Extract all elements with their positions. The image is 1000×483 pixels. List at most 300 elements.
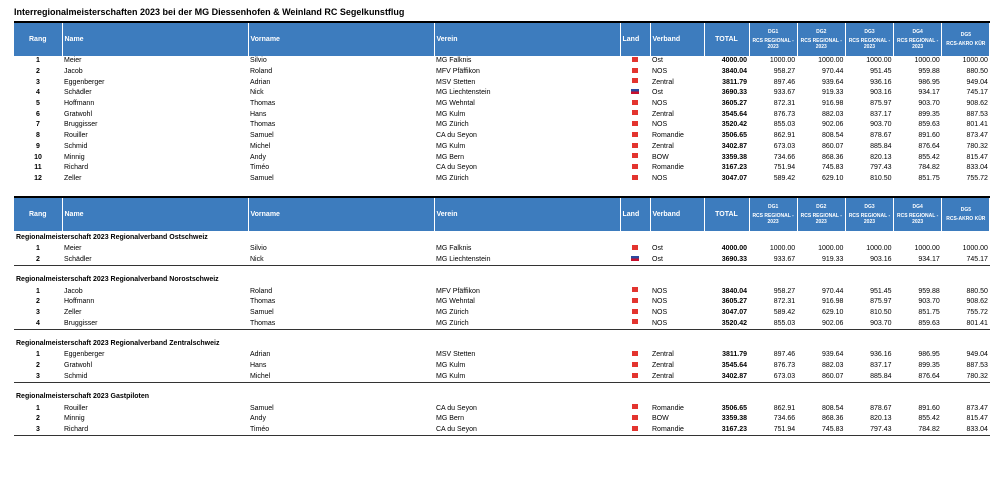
dg3-cell: 936.16 <box>870 351 892 359</box>
dg1-cell: 734.66 <box>773 415 796 423</box>
rang-cell: 11 <box>34 164 42 172</box>
dg1-cell: 876.73 <box>773 110 796 118</box>
dg2-cell: 902.06 <box>821 319 844 327</box>
swiss-flag-icon <box>632 373 638 378</box>
total-cell: 3840.04 <box>721 68 747 76</box>
swiss-flag-icon <box>632 132 638 137</box>
header-dg3: DG3 RCS REGIONAL - 2023 <box>845 22 893 56</box>
table-row <box>14 372 990 383</box>
verband-cell: Ost <box>652 89 663 97</box>
verein-cell: MG Kulm <box>436 362 466 370</box>
dg2-cell: 629.10 <box>821 309 844 317</box>
table-row <box>14 308 990 319</box>
divider-cell <box>14 330 990 338</box>
table-row <box>14 318 990 329</box>
dg3-cell: 875.97 <box>870 298 892 306</box>
dg2-cell: 882.03 <box>821 362 844 370</box>
dg3-cell: 837.17 <box>870 362 892 370</box>
vorname-cell: Timéo <box>248 425 434 436</box>
section-title-row <box>14 231 990 244</box>
dg5-cell: 880.50 <box>966 68 988 76</box>
header-dg1: DG1 RCS REGIONAL - 2023 <box>749 22 797 56</box>
dg3-cell: 885.84 <box>870 372 892 380</box>
rang-cell: 3 <box>36 309 40 317</box>
liechtenstein-flag-icon <box>631 256 639 261</box>
section-title: Regionalmeisterschaft 2023 Regionalverband Norostschweiz <box>16 275 219 283</box>
land-cell <box>620 286 650 297</box>
land-cell <box>620 297 650 308</box>
swiss-flag-icon <box>632 362 638 367</box>
rang-cell: 4 <box>36 89 40 97</box>
verband-cell: NOS <box>652 298 668 306</box>
name-cell: Hoffmann <box>64 100 95 108</box>
total-cell: 3690.33 <box>721 89 747 97</box>
verband-cell: NOS <box>652 174 668 182</box>
dg1-cell: 872.31 <box>773 100 796 108</box>
rang-cell: 2 <box>36 68 40 76</box>
verband-cell: BOW <box>652 415 669 423</box>
section-title-row <box>14 337 990 350</box>
total-cell: 3520.42 <box>721 319 747 327</box>
header-verein: Verein <box>434 197 620 231</box>
swiss-flag-icon <box>632 426 638 431</box>
dg1-cell: 589.42 <box>773 309 796 317</box>
dg2-cell: 808.54 <box>821 404 844 412</box>
verband-cell: Zentral <box>652 78 674 86</box>
overall-body <box>14 56 990 184</box>
dg4-cell: 876.64 <box>918 142 940 150</box>
land-cell <box>620 244 650 255</box>
dg4-cell: 899.35 <box>918 362 940 370</box>
verein-cell: MG Falknis <box>436 245 472 253</box>
land-cell <box>620 425 650 436</box>
dg1-cell: 855.03 <box>773 319 796 327</box>
section-divider <box>14 330 990 338</box>
name-cell: Schädler <box>64 256 92 264</box>
dg4-cell: 959.88 <box>918 287 940 295</box>
section-title: Regionalmeisterschaft 2023 Regionalverband Ostschweiz <box>16 233 208 241</box>
page-title: Interregionalmeisterschaften 2023 bei der MG Diessenhofen & Weinland RC Segelkunstflug <box>14 7 405 17</box>
rang-cell: 9 <box>36 142 40 150</box>
name-cell: Jacob <box>64 68 83 76</box>
dg1-cell: 872.31 <box>773 298 796 306</box>
swiss-flag-icon <box>632 143 638 148</box>
land-cell <box>620 142 650 153</box>
dg3-cell: 820.13 <box>870 153 892 161</box>
vorname-cell: Thomas <box>250 100 276 108</box>
verband-cell: NOS <box>652 100 668 108</box>
dg4-cell: 986.95 <box>918 78 940 86</box>
swiss-flag-icon <box>632 164 638 169</box>
vorname-cell: Hans <box>250 110 267 118</box>
dg5-cell: 908.62 <box>966 298 988 306</box>
verein-cell: MG Falknis <box>436 57 472 65</box>
dg1-cell: 958.27 <box>773 68 796 76</box>
dg3-cell: 903.70 <box>870 319 892 327</box>
land-cell <box>620 372 650 383</box>
rang-cell: 1 <box>36 245 40 253</box>
dg4-cell: 876.64 <box>918 372 940 380</box>
land-cell <box>620 109 650 120</box>
rang-cell: 3 <box>36 78 40 86</box>
verein-cell: MG Bern <box>436 415 465 423</box>
dg2-cell: 970.44 <box>821 287 844 295</box>
total-cell: 4000.00 <box>721 57 747 65</box>
land-cell <box>620 350 650 361</box>
table-row <box>14 109 990 120</box>
table-row <box>14 350 990 361</box>
dg3-cell: 903.16 <box>870 256 892 264</box>
dg4-cell: 855.42 <box>918 153 940 161</box>
dg3-cell: 936.16 <box>870 78 892 86</box>
dg5-cell: 1000.00 <box>962 245 988 253</box>
verein-cell: CA du Seyon <box>434 425 620 436</box>
verein-cell: MG Wehntal <box>436 298 475 306</box>
verband-cell: BOW <box>652 153 669 161</box>
dg1-cell: 933.67 <box>773 89 796 97</box>
vorname-cell: Michel <box>250 372 271 380</box>
rang-cell: 5 <box>36 100 40 108</box>
verein-cell: MG Kulm <box>436 142 466 150</box>
verband-cell: Zentral <box>652 372 674 380</box>
table-row <box>14 403 990 414</box>
swiss-flag-icon <box>632 100 638 105</box>
table-row <box>14 361 990 372</box>
dg3-cell: 878.67 <box>870 132 892 140</box>
dg2-cell: 1000.00 <box>818 57 844 65</box>
table-row <box>14 67 990 78</box>
header-name: Name <box>62 22 248 56</box>
vorname-cell: Samuel <box>250 404 274 412</box>
dg2-cell: 939.64 <box>821 351 844 359</box>
dg2-cell: 882.03 <box>821 110 844 118</box>
name-cell: Hoffmann <box>64 298 95 306</box>
land-cell <box>620 77 650 88</box>
total-cell: 3506.65 <box>721 132 747 140</box>
land-cell <box>620 152 650 163</box>
table-row <box>14 414 990 425</box>
dg4-cell: 784.82 <box>894 425 942 436</box>
vorname-cell: Timéo <box>250 164 270 172</box>
dg2-cell: 745.83 <box>821 164 844 172</box>
vorname-cell: Thomas <box>250 121 276 129</box>
divider-cell <box>14 383 990 391</box>
swiss-flag-icon <box>632 68 638 73</box>
header-dg3: DG3 RCS REGIONAL - 2023 <box>845 197 893 231</box>
name-cell: Eggenberger <box>64 78 105 86</box>
rang-cell: 2 <box>36 298 40 306</box>
rang-cell: 1 <box>36 287 40 295</box>
land-cell <box>620 403 650 414</box>
header-dg2: DG2 RCS REGIONAL - 2023 <box>797 22 845 56</box>
dg1-cell: 862.91 <box>773 404 796 412</box>
table-row <box>14 244 990 255</box>
verein-cell: MG Zürich <box>436 174 469 182</box>
dg3-cell: 837.17 <box>870 110 892 118</box>
section-divider <box>14 383 990 391</box>
dg3-cell: 903.16 <box>870 89 892 97</box>
dg4-cell: 859.63 <box>918 121 940 129</box>
total-cell: 3402.87 <box>721 372 747 380</box>
total-cell: 3520.42 <box>721 121 747 129</box>
verband-cell: Romandie <box>650 425 704 436</box>
vorname-cell: Roland <box>250 287 273 295</box>
swiss-flag-icon <box>632 110 638 115</box>
header-vorname: Vorname <box>248 197 434 231</box>
dg3-cell: 951.45 <box>870 287 892 295</box>
rang-cell: 6 <box>36 110 40 118</box>
section-divider <box>14 266 990 274</box>
header-dg4: DG4 RCS REGIONAL - 2023 <box>894 22 942 56</box>
total-cell: 3359.38 <box>721 153 747 161</box>
vorname-cell: Hans <box>250 362 267 370</box>
name-cell: Richard <box>62 425 248 436</box>
land-cell <box>620 56 650 67</box>
verein-cell: CA du Seyon <box>436 164 477 172</box>
header-total: TOTAL <box>704 22 749 56</box>
header-land: Land <box>620 197 650 231</box>
total-cell: 3545.64 <box>721 110 747 118</box>
header-dg4: DG4 RCS REGIONAL - 2023 <box>894 197 942 231</box>
header-dg1: DG1 RCS REGIONAL - 2023 <box>749 197 797 231</box>
liechtenstein-flag-icon <box>631 89 639 94</box>
verein-cell: MG Wehntal <box>436 100 475 108</box>
rang-cell: 3 <box>14 425 62 436</box>
name-cell: Meier <box>64 57 82 65</box>
dg1-cell: 933.67 <box>773 256 796 264</box>
vorname-cell: Silvio <box>250 57 267 65</box>
dg2-cell: 808.54 <box>821 132 844 140</box>
rang-cell: 4 <box>36 319 40 327</box>
dg5-cell: 873.47 <box>966 132 988 140</box>
rang-cell: 1 <box>36 351 40 359</box>
vorname-cell: Roland <box>250 68 273 76</box>
swiss-flag-icon <box>632 404 638 409</box>
land-cell <box>620 88 650 99</box>
section-title: Regionalmeisterschaft 2023 Regionalverband Zentralschweiz <box>16 339 220 347</box>
dg1-cell: 751.94 <box>773 164 796 172</box>
dg1-cell: 897.46 <box>773 78 796 86</box>
rang-cell: 7 <box>36 121 40 129</box>
name-cell: Bruggisser <box>64 319 98 327</box>
header-dg5: DG5 RCS-AKRO KÜR <box>942 197 990 231</box>
dg5-cell: 755.72 <box>966 174 988 182</box>
vorname-cell: Thomas <box>250 319 276 327</box>
land-cell <box>620 67 650 78</box>
table-row <box>14 88 990 99</box>
verband-cell: Romandie <box>652 404 684 412</box>
swiss-flag-icon <box>632 309 638 314</box>
dg5-cell: 801.41 <box>966 121 988 129</box>
dg1-cell: 876.73 <box>773 362 796 370</box>
total-cell: 3605.27 <box>721 100 747 108</box>
dg3-cell: 810.50 <box>870 174 892 182</box>
rang-cell: 12 <box>34 174 42 182</box>
dg5-cell: 880.50 <box>966 287 988 295</box>
dg3-cell: 875.97 <box>870 100 892 108</box>
total-cell: 3840.04 <box>721 287 747 295</box>
land-cell <box>620 414 650 425</box>
dg1-cell: 855.03 <box>773 121 796 129</box>
section-title: Regionalmeisterschaft 2023 Gastpiloten <box>16 392 150 400</box>
verein-cell: MFV Pfäffikon <box>436 287 480 295</box>
vorname-cell: Adrian <box>250 78 271 86</box>
name-cell: Rouiller <box>64 132 88 140</box>
land-cell <box>620 163 650 174</box>
regional-body <box>14 231 990 436</box>
dg4-cell: 1000.00 <box>914 57 940 65</box>
verband-cell: NOS <box>652 121 668 129</box>
regional-header <box>14 197 990 231</box>
header-rang: Rang <box>14 197 62 231</box>
header-total: TOTAL <box>704 197 749 231</box>
swiss-flag-icon <box>632 175 638 180</box>
verband-cell: Ost <box>652 245 663 253</box>
name-cell: Bruggisser <box>64 121 98 129</box>
rang-cell: 10 <box>34 153 42 161</box>
verband-cell: Romandie <box>652 132 684 140</box>
land-cell <box>620 308 650 319</box>
dg3-cell: 903.70 <box>870 121 892 129</box>
dg3-cell: 797.43 <box>845 425 893 436</box>
overall-header <box>14 22 990 56</box>
verein-cell: MG Liechtenstein <box>436 256 491 264</box>
verein-cell: MSV Stetten <box>436 78 476 86</box>
dg4-cell: 851.75 <box>918 174 940 182</box>
total-cell: 3167.23 <box>704 425 749 436</box>
header-vorname: Vorname <box>248 22 434 56</box>
land-cell <box>620 174 650 185</box>
verein-cell: MG Zürich <box>436 319 469 327</box>
swiss-flag-icon <box>632 319 638 324</box>
table-row <box>14 142 990 153</box>
header-dg5: DG5 RCS-AKRO KÜR <box>942 22 990 56</box>
total-cell: 3545.64 <box>721 362 747 370</box>
swiss-flag-icon <box>632 57 638 62</box>
dg5-cell: 801.41 <box>966 319 988 327</box>
table-row <box>14 425 990 436</box>
dg1-cell: 751.94 <box>749 425 797 436</box>
total-cell: 3359.38 <box>721 415 747 423</box>
name-cell: Gratwohl <box>64 110 93 118</box>
rang-cell: 1 <box>36 57 40 65</box>
total-cell: 3506.65 <box>721 404 747 412</box>
dg5-cell: 780.32 <box>966 142 988 150</box>
verband-cell: Romandie <box>652 164 684 172</box>
verband-cell: Zentral <box>652 142 674 150</box>
dg5-cell: 745.17 <box>966 256 988 264</box>
table-row <box>14 297 990 308</box>
table-row <box>14 77 990 88</box>
swiss-flag-icon <box>632 298 638 303</box>
name-cell: Schmid <box>64 372 88 380</box>
name-cell: Zeller <box>64 309 82 317</box>
divider-cell <box>14 266 990 274</box>
total-cell: 3690.33 <box>721 256 747 264</box>
rang-cell: 2 <box>36 256 40 264</box>
vorname-cell: Michel <box>250 142 271 150</box>
name-cell: Rouiller <box>64 404 88 412</box>
table-row <box>14 255 990 266</box>
dg2-cell: 919.33 <box>821 256 844 264</box>
vorname-cell: Samuel <box>250 309 274 317</box>
verband-cell: NOS <box>652 287 668 295</box>
dg3-cell: 885.84 <box>870 142 892 150</box>
swiss-flag-icon <box>632 287 638 292</box>
table-row <box>14 131 990 142</box>
header-verband: Verband <box>650 197 704 231</box>
dg1-cell: 589.42 <box>773 174 796 182</box>
rang-cell: 1 <box>36 404 40 412</box>
vorname-cell: Samuel <box>250 132 274 140</box>
dg2-cell: 860.07 <box>821 142 844 150</box>
dg1-cell: 958.27 <box>773 287 796 295</box>
verein-cell: MSV Stetten <box>436 351 476 359</box>
vorname-cell: Adrian <box>250 351 271 359</box>
dg1-cell: 673.03 <box>773 372 796 380</box>
dg2-cell: 970.44 <box>821 68 844 76</box>
swiss-flag-icon <box>632 153 638 158</box>
dg1-cell: 1000.00 <box>769 245 796 253</box>
name-cell: Minnig <box>64 415 85 423</box>
verband-cell: Zentral <box>652 110 674 118</box>
dg5-cell: 873.47 <box>966 404 988 412</box>
total-cell: 3167.23 <box>721 164 747 172</box>
dg3-cell: 820.13 <box>870 415 892 423</box>
dg2-cell: 916.98 <box>821 298 844 306</box>
name-cell: Jacob <box>64 287 83 295</box>
dg2-cell: 939.64 <box>821 78 844 86</box>
verein-cell: MG Kulm <box>436 372 466 380</box>
verband-cell: Ost <box>652 57 663 65</box>
dg4-cell: 851.75 <box>918 309 940 317</box>
dg2-cell: 919.33 <box>821 89 844 97</box>
vorname-cell: Nick <box>250 256 264 264</box>
section-title-row <box>14 273 990 286</box>
dg5-cell: 949.04 <box>966 351 988 359</box>
dg5-cell: 745.17 <box>966 89 988 97</box>
name-cell: Richard <box>64 164 89 172</box>
dg2-cell: 902.06 <box>821 121 844 129</box>
dg1-cell: 673.03 <box>773 142 796 150</box>
dg5-cell: 1000.00 <box>962 57 988 65</box>
table-row <box>14 286 990 297</box>
swiss-flag-icon <box>632 415 638 420</box>
header-land: Land <box>620 22 650 56</box>
swiss-flag-icon <box>632 245 638 250</box>
verband-cell: NOS <box>652 68 668 76</box>
dg2-cell: 860.07 <box>821 372 844 380</box>
dg3-cell: 1000.00 <box>866 57 892 65</box>
rang-cell: 2 <box>36 362 40 370</box>
verband-cell: NOS <box>652 319 668 327</box>
total-cell: 3605.27 <box>721 298 747 306</box>
total-cell: 3811.79 <box>722 351 747 359</box>
dg5-cell: 815.47 <box>966 415 988 423</box>
header-verband: Verband <box>650 22 704 56</box>
dg4-cell: 1000.00 <box>914 245 940 253</box>
name-cell: Gratwohl <box>64 362 93 370</box>
dg4-cell: 934.17 <box>918 256 940 264</box>
verband-cell: NOS <box>652 309 668 317</box>
header-rang: Rang <box>14 22 62 56</box>
dg4-cell: 934.17 <box>918 89 940 97</box>
dg5-cell: 780.32 <box>966 372 988 380</box>
vorname-cell: Andy <box>250 153 266 161</box>
overall-results-table <box>14 21 990 184</box>
dg3-cell: 797.43 <box>870 164 892 172</box>
verein-cell: MFV Pfäffikon <box>436 68 480 76</box>
